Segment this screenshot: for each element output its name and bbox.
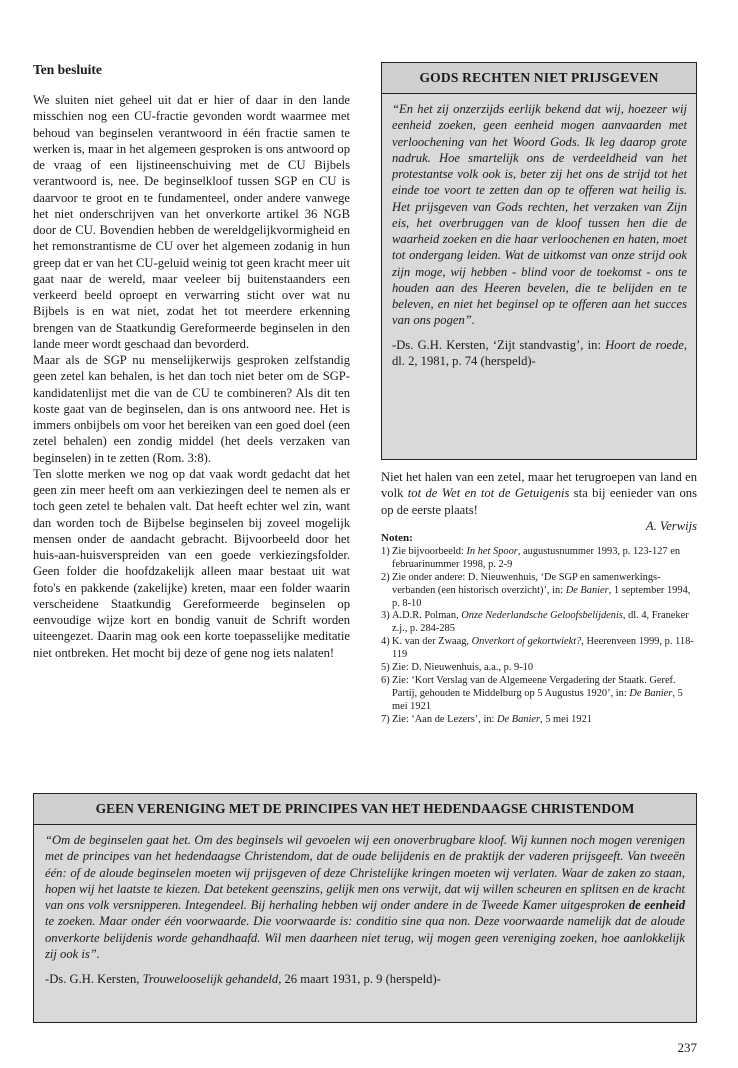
footnote: 1) Zie bijvoorbeeld: In het Spoor, augustusnummer 1993, p. 123-127 en februarinummer 1998, p. 2-9 xyxy=(381,545,681,570)
source-title: Hoort de roede xyxy=(605,337,684,352)
footnote: 6) Zie: ‘Kort Verslag van de Algemeene Vergadering der Staatk. Geref. Partij, gehouden te Middelburg op 5 Augustus 1920’, in: De Banier, 5 mei 1921 xyxy=(381,674,683,712)
article-paragraph-1: We sluiten niet geheel uit dat er hier of daar in den lande misschien nog een CU-fractie gevonden wordt waarmee met behoud van beginselen verantwoord in één fractie samen te werken is, maar in het algemeen gesproken is ons antwoord op de vraag of een lijstineenschuiving met de CU Bijbels verantwoord is, nee. De beginselkloof tussen SGP en CU is daarvoor te groot en te fundamenteel, onder andere vanwege het niet onderschrijven van het onverkorte artikel 36 NGB door de CU. Bovendien hebben de wereldgelijkvormigheid en het remonstrantisme de CU over het algemeen zodanig in hun greep dat er van het CU-geluid weinig tot geen kracht meer uit gaat naar de wereld, maar veeleer bij buitenstaanders een verkeerd beeld oproept en verwarring sticht over wat nu Bijbels is en wat niet, zodat het tot meerdere erkenning brengen van de Staatkundig Gereformeerde beginselen in den lande meer wordt geschaad dan bevorderd. xyxy=(33,93,350,351)
footnote: 7) Zie: ‘Aan de Lezers’, in: De Banier, 5 mei 1921 xyxy=(381,713,592,725)
footnote: 2) Zie onder andere: D. Nieuwenhuis, ‘De SGP en samenwerkingsverbanden (een historisch overzicht)’, in: De Banier, 1 september 1994, p. 8-10 xyxy=(381,571,691,609)
quote-box-title: GODS RECHTEN NIET PRIJSGEVEN xyxy=(382,63,696,94)
footnotes-title: Noten: xyxy=(381,532,413,544)
section-heading: Ten besluite xyxy=(33,62,102,77)
source-title: Trouwelooselijk gehandeld xyxy=(142,972,279,986)
page-number: 237 xyxy=(677,1040,697,1055)
quote-box-gods-rechten xyxy=(381,62,697,460)
article-paragraph-2: Maar als de SGP nu menselijkerwijs gesproken zelfstandig geen zetel kan behalen, is het dan toch niet beter om de SGP-kandidatenlijst met die van de CU te combineren? Als dit ten koste gaat van de beginselen, dan is ons antwoord nee. Het is immers onbijbels om voor het bereiken van een goed doel (een zetel behalen) een zondig middel (het deels verzaken van beginselen) in te zetten (Rom. 3:8). xyxy=(33,353,350,465)
closing-paragraph: Niet het halen van een zetel, maar het terugroepen van land en volk tot de Wet en tot de Getuigenis sta bij eenieder van ons op de eerste plaats! xyxy=(381,470,697,517)
footnote: 4) K. van der Zwaag, Onverkort of gekortwiekt?, Heerenveen 1999, p. 118-119 xyxy=(381,636,694,661)
quote-box-text: “En het zij onzerzijds eerlijk bekend dat wij, hoezeer wij eenheid zoeken, geen eenheid mogen aanvaarden met verloochening van het Woord Gods. Ik leg daarop grote nadruk. Hoe smartelijk ons de verdeeldheid van het protestantse volk ook is, beter zij het ons de strijd tot het einde toe voort te zetten dan op te offeren wat heilig is. Het prijsgeven van Gods rechten, het verzaken van Zijn eis, het overbruggen van de kloof tussen hen die de waarheid zoeken en die haar verloochenen en haten, moet tot ondergang leiden. Wat de uitkomst van onze strijd ook zijn moge, wij hebben - blind voor de toekomst - ons te houden aan des Heeren bevelen, die te belijden en te beleven, en niet het beginsel op te offeren aan het succes van ons pogen”. xyxy=(392,102,687,328)
quote-box-source: -Ds. G.H. Kersten, ‘Zijt standvastig’, in: Hoort de roede, dl. 2, 1981, p. 74 (herspeld)- xyxy=(392,337,687,368)
quote-box-geen-vereniging xyxy=(33,793,697,1023)
quote-box-title: GEEN VERENIGING MET DE PRINCIPES VAN HET HEDENDAAGSE CHRISTENDOM xyxy=(34,794,696,825)
article-paragraph-3: Ten slotte merken we nog op dat vaak wordt gedacht dat het geen zin meer heeft om aan verkiezingen deel te nemen als er toch geen zetel te behalen valt. Dat heeft echter wel zin, want dan worden toch de Bijbelse beginselen bij zoveel mogelijk mensen onder de aandacht gebracht. Bijvoorbeeld door het huis-aan-huisverspreiden van een goede verkiezingsfolder. Geen folder die hoofdzakelijk alleen maar bestaat uit wat foto's en pakkende (zakelijke) kreten, maar een folder waarin verscheidene Staatkundig Gereformeerde beginselen op eenvoudige wijze kort en bondig vanuit de Schrift worden uiteengezet. Daarin mag ook een korte toepasselijke meditatie niet ontbreken. Het mocht bij deze of gene nog iets nalaten! xyxy=(33,466,350,660)
footnote: 3) A.D.R. Polman, Onze Nederlandsche Geloofsbelijdenis, dl. 4, Franeker z.j., p. 284-285 xyxy=(381,610,689,635)
main-article-column xyxy=(33,62,350,661)
quote-box-source: -Ds. G.H. Kersten, Trouwelooselijk gehandeld, 26 maart 1931, p. 9 (herspeld)- xyxy=(45,972,441,986)
author-signature: A. Verwijs xyxy=(645,519,697,533)
footnotes xyxy=(381,532,697,727)
footnote: 5) Zie: D. Nieuwenhuis, a.a., p. 9-10 xyxy=(381,662,534,674)
quote-box-text: “Om de beginselen gaat het. Om des beginsels wil gevoelen wij een onoverbrugbare kloof. Wij kunnen noch mogen verenigen met de principes van het hedendaagse Christendom, dat de oude belijdenis en de praktijk der vaderen prijsgeeft. Van tweeën één: of de aloude beginselen moeten wij prijsgeven of deze Christelijke kringen moeten wij verlaten. Waar de zaken zo staan, hopen wij het laatste te kiezen. Dat betekent geenszins, gelijk men ons verwijt, dat wij willen scheuren en splitsen en de kracht van ons volk versnipperen. Integendeel. Bij herhaling hebben wij onder andere in de Tweede Kamer uitgesproken de eenheid te zoeken. Maar onder één voorwaarde. Die voorwaarde is: conditio sine qua non. Deze voorwaarde namelijk dat de aloude onverkorte belijdenis worde gehandhaafd. Wil men daarheen niet terug, wij mogen geen vereniging zoeken, hoe aanlokkelijk zij ook is”. xyxy=(45,833,686,961)
emphasis-text: de eenheid xyxy=(628,898,686,912)
